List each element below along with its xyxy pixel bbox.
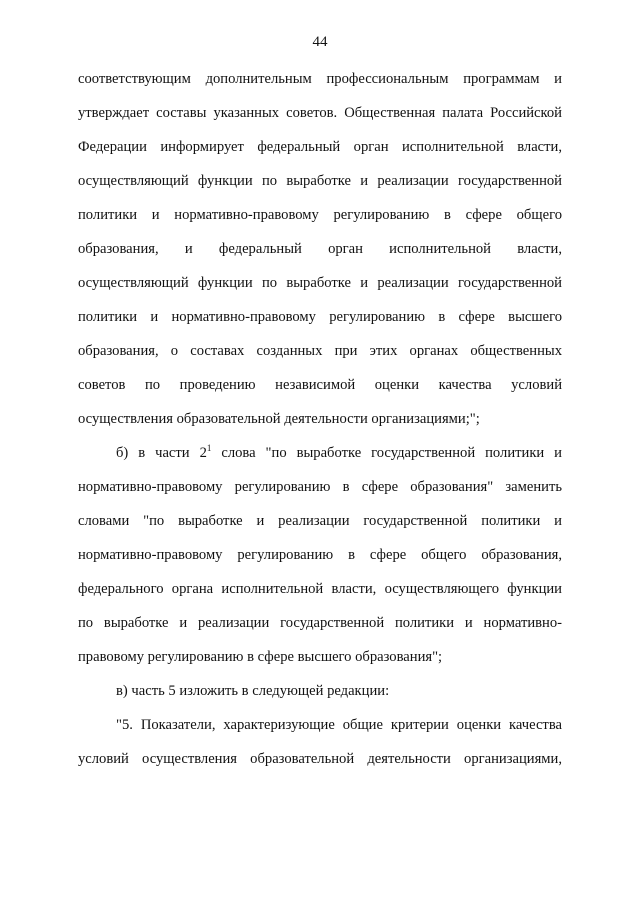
text-line: условий осуществления образовательной деятельности организациями, [78, 751, 562, 767]
document-body [78, 62, 562, 776]
text-line: по выработке и реализации государственной политики и нормативно- [78, 615, 562, 631]
text-line: образования, о составах созданных при этих органах общественных [78, 343, 562, 359]
text-line: осуществляющий функции по выработке и реализации государственной [78, 173, 562, 189]
superscript: 1 [206, 443, 212, 453]
text-line: политики и нормативно-правовому регулированию в сфере высшего [78, 309, 562, 325]
text-line: нормативно-правовому регулированию в сфере образования" заменить [78, 479, 562, 495]
text-line: советов по проведению независимой оценки качества условий [78, 377, 562, 393]
paragraph-b-first-line [78, 436, 562, 470]
text-line: соответствующим дополнительным профессиональным программам и [78, 71, 562, 87]
text-line: Федерации информирует федеральный орган исполнительной власти, [78, 139, 562, 155]
text-fragment: б) в части 2 [116, 445, 207, 461]
text-line: политики и нормативно-правовому регулированию в сфере общего [78, 207, 562, 223]
text-line: осуществления образовательной деятельности организациями;"; [78, 411, 480, 427]
quoted-paragraph-line: "5. Показатели, характеризующие общие критерии оценки качества [116, 717, 562, 733]
text-line: федерального органа исполнительной власти, осуществляющего функции [78, 581, 562, 597]
paragraph-v-line: в) часть 5 изложить в следующей редакции: [116, 683, 390, 699]
text-line: утверждает составы указанных советов. Общественная палата Российской [78, 105, 562, 121]
page-number: 44 [312, 34, 328, 50]
text-line: правовому регулированию в сфере высшего образования"; [78, 649, 443, 665]
text-fragment: слова "по выработке государственной политики и [211, 445, 562, 461]
text-line: словами "по выработке и реализации государственной политики и [78, 513, 562, 529]
text-line: нормативно-правовому регулированию в сфере общего образования, [78, 547, 562, 563]
text-line: осуществляющий функции по выработке и реализации государственной [78, 275, 562, 291]
text-line: образования, и федеральный орган исполнительной власти, [78, 241, 562, 257]
